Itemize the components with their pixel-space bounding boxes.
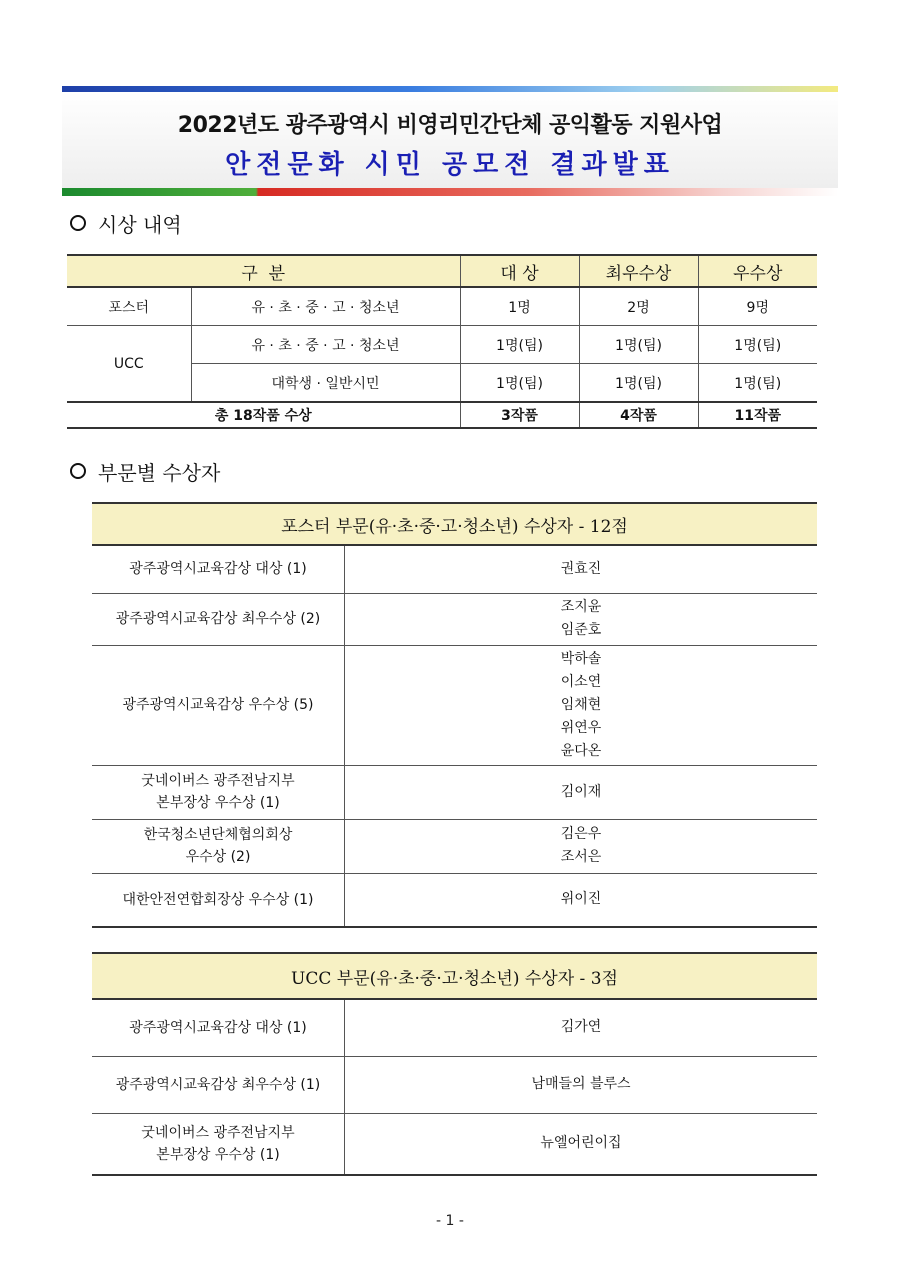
- winner-name: 임준호: [560, 622, 602, 638]
- award-line: 한국청소년단체협의회상: [143, 827, 293, 843]
- category-cell: 포스터: [67, 287, 191, 326]
- total-label: 총 18작품 수상: [67, 402, 460, 428]
- winner-name: 권효진: [560, 560, 602, 577]
- table-row: [92, 545, 817, 593]
- winner-name: 조지윤: [560, 599, 602, 615]
- award-cell: [92, 819, 345, 873]
- table-row: [92, 819, 817, 873]
- winner-name: 박하솔: [560, 650, 602, 667]
- table-row: [92, 873, 817, 927]
- winner-name: 남매들의 블루스: [531, 1076, 631, 1092]
- count-cell: 1명: [460, 287, 579, 326]
- winner-cell: [345, 765, 818, 819]
- sub-category-cell: 대학생 · 일반시민: [191, 364, 460, 403]
- total-row: [67, 402, 817, 428]
- award-summary-table: [67, 254, 817, 429]
- title-line-1: 2022년도 광주광역시 비영리민간단체 공익활동 지원사업: [177, 113, 723, 138]
- count-cell: 1명(팀): [698, 364, 817, 403]
- winner-name: 임채현: [560, 696, 602, 713]
- winner-cell: [345, 1113, 818, 1175]
- table-row: [92, 1056, 817, 1113]
- winner-name: 뉴엘어린이집: [540, 1135, 622, 1152]
- table-row: [92, 1113, 817, 1175]
- total-cell: 4작품: [579, 402, 698, 428]
- winner-name: 윤다온: [560, 742, 602, 759]
- winner-cell: [345, 593, 818, 645]
- count-cell: 1명(팀): [579, 326, 698, 364]
- section-heading-awards: [70, 209, 182, 238]
- page-number: - 1 -: [436, 1213, 464, 1229]
- winner-cell: [345, 1056, 818, 1113]
- winner-cell: [345, 873, 818, 927]
- count-cell: 1명(팀): [579, 364, 698, 403]
- winner-name: 김가연: [560, 1019, 602, 1036]
- award-cell: [92, 1113, 345, 1175]
- winner-name: 위이진: [560, 891, 602, 908]
- award-cell: 광주광역시교육감상 최우수상 (1): [92, 1056, 345, 1113]
- award-cell: [92, 765, 345, 819]
- table-row: [92, 765, 817, 819]
- count-cell: 2명: [579, 287, 698, 326]
- count-cell: 9명: [698, 287, 817, 326]
- winner-name: 김이재: [560, 783, 602, 800]
- table-row: [67, 326, 817, 364]
- winner-name: 김은우: [560, 826, 602, 842]
- award-line: 굿네이버스 광주전남지부: [141, 1124, 295, 1141]
- award-line: 굿네이버스 광주전남지부: [141, 773, 295, 789]
- section-heading-text: 시상 내역: [98, 213, 182, 237]
- circle-bullet-icon: [70, 215, 86, 231]
- winner-cell: [345, 645, 818, 765]
- winner-name: 위연우: [560, 719, 602, 736]
- count-cell: 1명(팀): [460, 364, 579, 403]
- winner-cell: [345, 545, 818, 593]
- ucc-winners-table: [92, 952, 817, 1176]
- poster-caption-row: [92, 503, 817, 545]
- award-line: 본부장상 우수상 (1): [156, 1146, 280, 1163]
- table-row: [92, 645, 817, 765]
- table-header-row: [67, 255, 817, 287]
- table-row: [92, 999, 817, 1056]
- award-line: 우수상 (2): [185, 849, 251, 865]
- section-heading-winners: [70, 457, 220, 486]
- total-cell: 3작품: [460, 402, 579, 428]
- header-excellence: 우수상: [698, 255, 817, 287]
- winner-cell: [345, 999, 818, 1056]
- header-category: 구 분: [67, 255, 460, 287]
- poster-caption: 포스터 부문(유·초·중·고·청소년) 수상자 - 12점: [92, 503, 817, 545]
- table-row: [92, 593, 817, 645]
- section-heading-text: 부문별 수상자: [98, 461, 221, 485]
- table-row: [67, 287, 817, 326]
- sub-category-cell: 유 · 초 · 중 · 고 · 청소년: [191, 326, 460, 364]
- sub-category-cell: 유 · 초 · 중 · 고 · 청소년: [191, 287, 460, 326]
- count-cell: 1명(팀): [460, 326, 579, 364]
- winner-name: 조서은: [560, 849, 602, 865]
- header-grand-prize: 대 상: [460, 255, 579, 287]
- category-cell: UCC: [67, 326, 191, 403]
- ucc-caption: UCC 부문(유·초·중·고·청소년) 수상자 - 3점: [92, 953, 817, 999]
- award-cell: 광주광역시교육감상 대상 (1): [92, 545, 345, 593]
- award-cell: 대한안전연합회장상 우수상 (1): [92, 873, 345, 927]
- poster-winners-table: [92, 502, 817, 928]
- circle-bullet-icon: [70, 463, 86, 479]
- award-cell: 광주광역시교육감상 우수상 (5): [92, 645, 345, 765]
- header-top-excellence: 최우수상: [579, 255, 698, 287]
- winner-cell: [345, 819, 818, 873]
- count-cell: 1명(팀): [698, 326, 817, 364]
- winner-name: 이소연: [560, 673, 602, 690]
- award-cell: 광주광역시교육감상 최우수상 (2): [92, 593, 345, 645]
- title-line-2: 안전문화 시민 공모전 결과발표: [225, 150, 675, 180]
- ucc-caption-row: [92, 953, 817, 999]
- award-line: 본부장상 우수상 (1): [156, 795, 280, 811]
- title-banner: [62, 86, 838, 198]
- banner-bottom-stripe: [62, 188, 838, 196]
- award-cell: 광주광역시교육감상 대상 (1): [92, 999, 345, 1056]
- total-cell: 11작품: [698, 402, 817, 428]
